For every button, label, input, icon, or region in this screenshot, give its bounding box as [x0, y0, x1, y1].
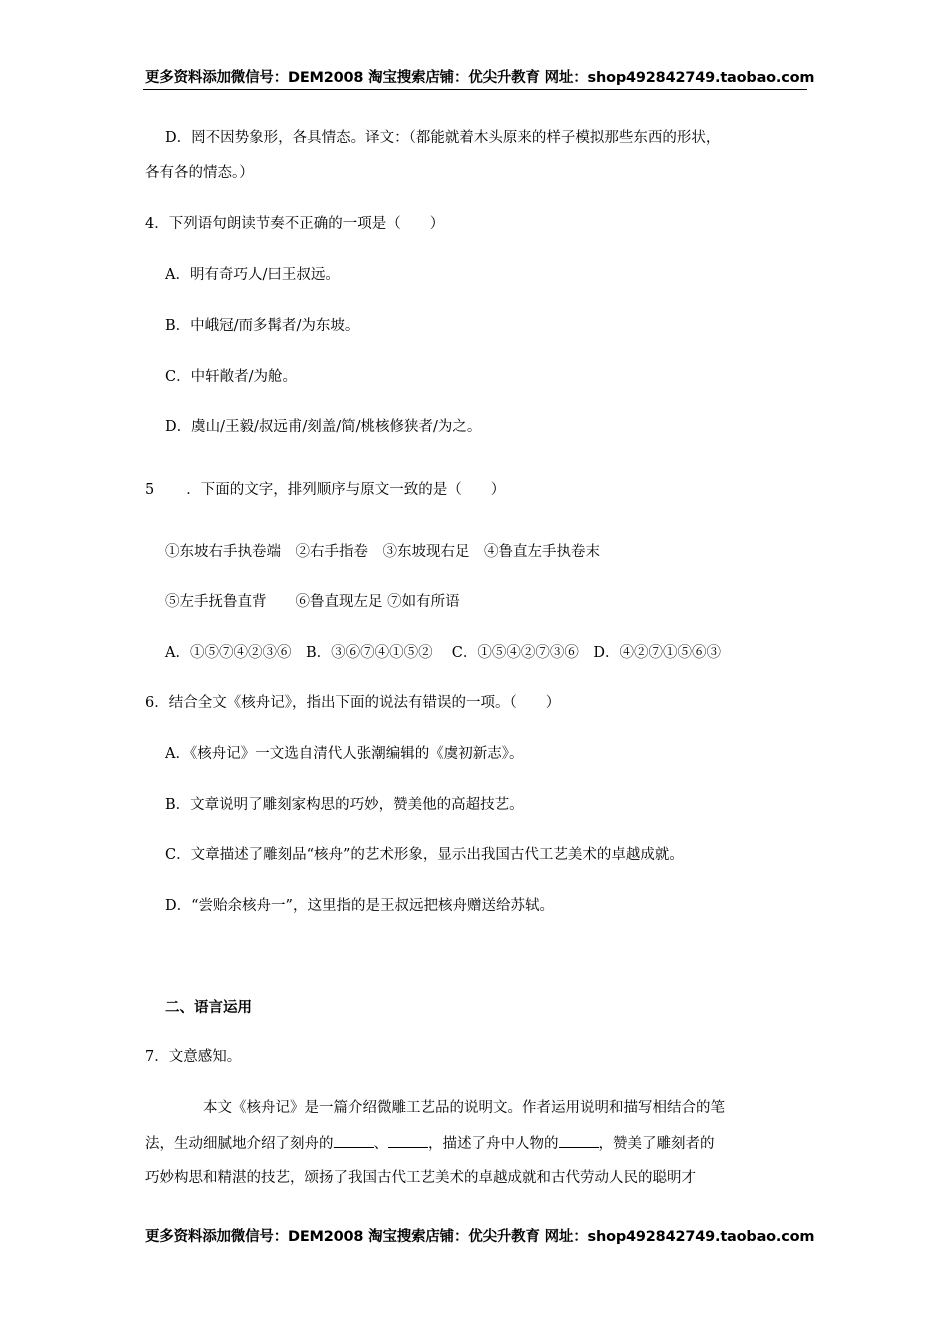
q6-option-d: D．“尝贻余核舟一”，这里指的是王叔远把核舟赠送给苏轼。	[165, 898, 554, 914]
q4-stem: 4．下列语句朗读节奏不正确的一项是（ ）	[145, 216, 445, 232]
fill-blank-2	[388, 1133, 428, 1148]
q7-paragraph-line3: 巧妙构思和精湛的技艺，颂扬了我国古代工艺美术的卓越成就和古代劳动人民的聪明才	[145, 1170, 696, 1186]
page-header: 更多资料添加微信号：DEM2008 淘宝搜索店铺：优尖升教育 网址：shop492842749.taobao.com	[145, 70, 815, 86]
q5-stem: ．下面的文字，排列顺序与原文一致的是（ ）	[186, 482, 506, 498]
q6-option-c: C．文章描述了雕刻品“核舟”的艺术形象，显示出我国古代工艺美术的卓越成就。	[165, 847, 684, 863]
q3-option-d-line1: D．罔不因势象形，各具情态。译文：（都能就着木头原来的样子模拟那些东西的形状，	[165, 130, 721, 146]
section-heading: 二、语言运用	[165, 1000, 252, 1016]
q6-option-b: B．文章说明了雕刻家构思的巧妙，赞美他的高超技艺。	[165, 797, 524, 813]
q7-paragraph-line1: 本文《核舟记》是一篇介绍微雕工艺品的说明文。作者运用说明和描写相结合的笔	[203, 1100, 725, 1116]
q3-option-d-line2: 各有各的情态。）	[145, 165, 254, 181]
q7-text-b: ，描述了舟中人物的	[428, 1136, 559, 1152]
q7-text-c: ，赞美了雕刻者的	[598, 1136, 715, 1152]
q5-number: 5	[145, 482, 155, 498]
fill-blank-1	[334, 1133, 374, 1148]
q4-option-c: C．中轩敞者/为舱。	[165, 369, 297, 385]
q4-option-b: B．中峨冠/而多髯者/为东坡。	[165, 318, 360, 334]
q5-stem-line	[145, 480, 505, 500]
q7-paragraph-line2	[145, 1133, 715, 1154]
q6-option-a: A．《核舟记》一文选自清代人张潮编辑的《虞初新志》。	[165, 746, 524, 762]
q5-items-line1: ①东坡右手执卷端 ②右手指卷 ③东坡现右足 ④鲁直左手执卷末	[165, 544, 600, 560]
q4-option-d: D．虞山/王毅/叔远甫/刻盖/简/桃核修狭者/为之。	[165, 419, 482, 435]
q5-options: A．①⑤⑦④②③⑥ B．③⑥⑦④①⑤② C．①⑤④②⑦③⑥ D．④②⑦①⑤⑥③	[165, 645, 721, 661]
q5-items-line2: ⑤左手抚鲁直背 ⑥鲁直现左足 ⑦如有所语	[165, 594, 460, 610]
q4-option-a: A．明有奇巧人/曰王叔远。	[165, 267, 340, 283]
header-divider	[143, 89, 807, 90]
q6-stem: 6．结合全文《核舟记》，指出下面的说法有错误的一项。（ ）	[145, 695, 561, 711]
q7-stem: 7．文意感知。	[145, 1049, 242, 1065]
page-footer: 更多资料添加微信号：DEM2008 淘宝搜索店铺：优尖升教育 网址：shop492842749.taobao.com	[145, 1229, 815, 1245]
fill-blank-3	[559, 1133, 599, 1148]
q7-separator: 、	[373, 1136, 388, 1152]
q7-text-a: 法，生动细腻地介绍了刻舟的	[145, 1136, 334, 1152]
